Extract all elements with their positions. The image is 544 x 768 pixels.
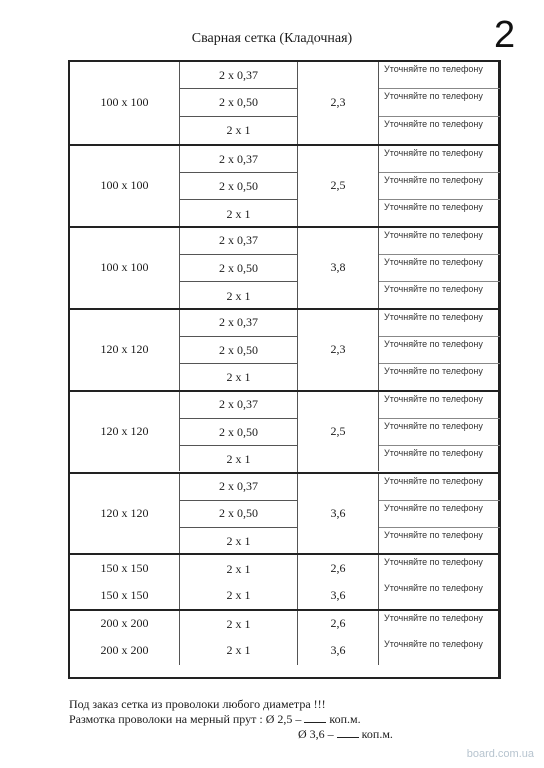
footer-unwinding-text: Размотка проволоки на мерный прут : Ø 2,5 – — [69, 712, 302, 726]
mesh-size-cell: 150 х 150 — [70, 581, 180, 609]
footer-order-note: Под заказ сетка из проволоки любого диаметра !!! — [69, 697, 326, 711]
sheet-size-cell: 2 х 1 — [180, 446, 298, 473]
sheet-size-cell: 2 х 0,50 — [180, 501, 298, 528]
mesh-size-cell: 100 х 100 — [70, 62, 180, 144]
sheet-size-cell: 2 х 1 — [180, 611, 298, 639]
price-blank — [304, 712, 326, 723]
price-cell: Уточняйте по телефону — [379, 173, 500, 200]
price-cell: Уточняйте по телефону — [384, 202, 483, 213]
mesh-size-cell: 100 х 100 — [70, 228, 180, 308]
footer-unwinding-line-2 — [298, 727, 393, 742]
price-cell: Уточняйте по телефону — [379, 62, 500, 89]
sheet-size-cell: 2 х 0,50 — [180, 337, 298, 364]
table-group — [70, 472, 498, 554]
mesh-size-cell: 150 х 150 — [70, 555, 180, 581]
footer-unit: коп.м. — [329, 712, 361, 726]
mesh-size-cell: 120 х 120 — [70, 474, 180, 554]
sheet-size-cell: 2 х 0,50 — [180, 419, 298, 446]
sheet-size-cell: 2 х 1 — [180, 555, 298, 583]
sheet-size-cell: 2 х 1 — [180, 528, 298, 555]
mesh-size-cell: 100 х 100 — [70, 146, 180, 226]
wire-diameter-cell: 3,6 — [298, 474, 379, 554]
price-cell: Уточняйте по телефону — [384, 530, 483, 541]
wire-diameter-cell: 2,5 — [298, 146, 379, 226]
mesh-size-cell: 120 х 120 — [70, 392, 180, 472]
price-cell: Уточняйте по телефону — [384, 613, 483, 623]
page-title: Сварная сетка (Кладочная) — [191, 31, 353, 46]
price-cell: Уточняйте по телефону — [379, 337, 500, 364]
sheet-size-cell: 2 х 0,37 — [180, 228, 298, 255]
price-cell: Уточняйте по телефону — [379, 474, 500, 501]
wire-diameter-cell: 2,3 — [298, 62, 379, 144]
price-blank — [337, 727, 359, 738]
sheet-size-cell: 2 х 0,37 — [180, 392, 298, 419]
table-group — [70, 62, 498, 144]
sheet-size-cell: 2 х 1 — [180, 637, 298, 665]
table-group — [70, 226, 498, 308]
price-cell: Уточняйте по телефону — [379, 255, 500, 282]
price-cell: Уточняйте по телефону — [384, 118, 483, 129]
price-cell: Уточняйте по телефону — [384, 583, 483, 594]
price-cell: Уточняйте по телефону — [384, 638, 483, 649]
table-group — [70, 390, 498, 472]
sheet-size-cell: 2 х 1 — [180, 364, 298, 391]
mesh-size-cell: 120 х 120 — [70, 310, 180, 390]
sheet-size-cell: 2 х 0,50 — [180, 173, 298, 200]
table-group — [70, 308, 498, 390]
price-cell: Уточняйте по телефону — [384, 557, 483, 568]
wire-diameter-cell: 2,5 — [298, 392, 379, 472]
footer-unit: коп.м. — [361, 727, 393, 741]
wire-diameter-cell: 2,6 — [298, 611, 379, 637]
sheet-size-cell: 2 х 0,37 — [180, 146, 298, 173]
price-cell: Уточняйте по телефону — [379, 501, 500, 528]
wire-diameter-cell: 3,6 — [298, 637, 379, 665]
price-cell: Уточняйте по телефону — [384, 284, 483, 295]
footer-unwinding-line — [69, 712, 361, 727]
sheet-size-cell: 2 х 1 — [180, 200, 298, 227]
sheet-size-cell: 2 х 0,50 — [180, 89, 298, 116]
sheet-size-cell: 2 х 0,50 — [180, 255, 298, 282]
price-cell: Уточняйте по телефону — [379, 310, 500, 337]
price-cell: Уточняйте по телефону — [384, 448, 483, 459]
price-cell: Уточняйте по телефону — [384, 366, 483, 377]
table-group — [70, 581, 498, 609]
mesh-size-cell: 200 х 200 — [70, 637, 180, 665]
table-group — [70, 144, 498, 226]
wire-diameter-cell: 2,3 — [298, 310, 379, 390]
price-cell: Уточняйте по телефону — [379, 419, 500, 446]
page-number: 2 — [494, 14, 516, 56]
mesh-size-cell: 200 х 200 — [70, 611, 180, 637]
watermark: board.com.ua — [466, 748, 534, 760]
wire-diameter-cell: 3,8 — [298, 228, 379, 308]
price-cell: Уточняйте по телефону — [379, 392, 500, 419]
sheet-size-cell: 2 х 1 — [180, 117, 298, 144]
price-cell: Уточняйте по телефону — [379, 89, 500, 116]
price-cell: Уточняйте по телефону — [379, 228, 500, 255]
wire-diameter-cell: 2,6 — [298, 555, 379, 581]
sheet-size-cell: 2 х 0,37 — [180, 474, 298, 501]
table-group — [70, 609, 498, 637]
sheet-size-cell: 2 х 1 — [180, 282, 298, 309]
sheet-size-cell: 2 х 0,37 — [180, 62, 298, 89]
wire-diameter-cell: 3,6 — [298, 581, 379, 609]
price-table — [68, 60, 501, 679]
footer-diameter-text: Ø 3,6 – — [298, 727, 334, 741]
table-group — [70, 553, 498, 581]
price-cell: Уточняйте по телефону — [379, 146, 500, 173]
sheet-size-cell: 2 х 1 — [180, 581, 298, 609]
table-group — [70, 637, 498, 665]
sheet-size-cell: 2 х 0,37 — [180, 310, 298, 337]
